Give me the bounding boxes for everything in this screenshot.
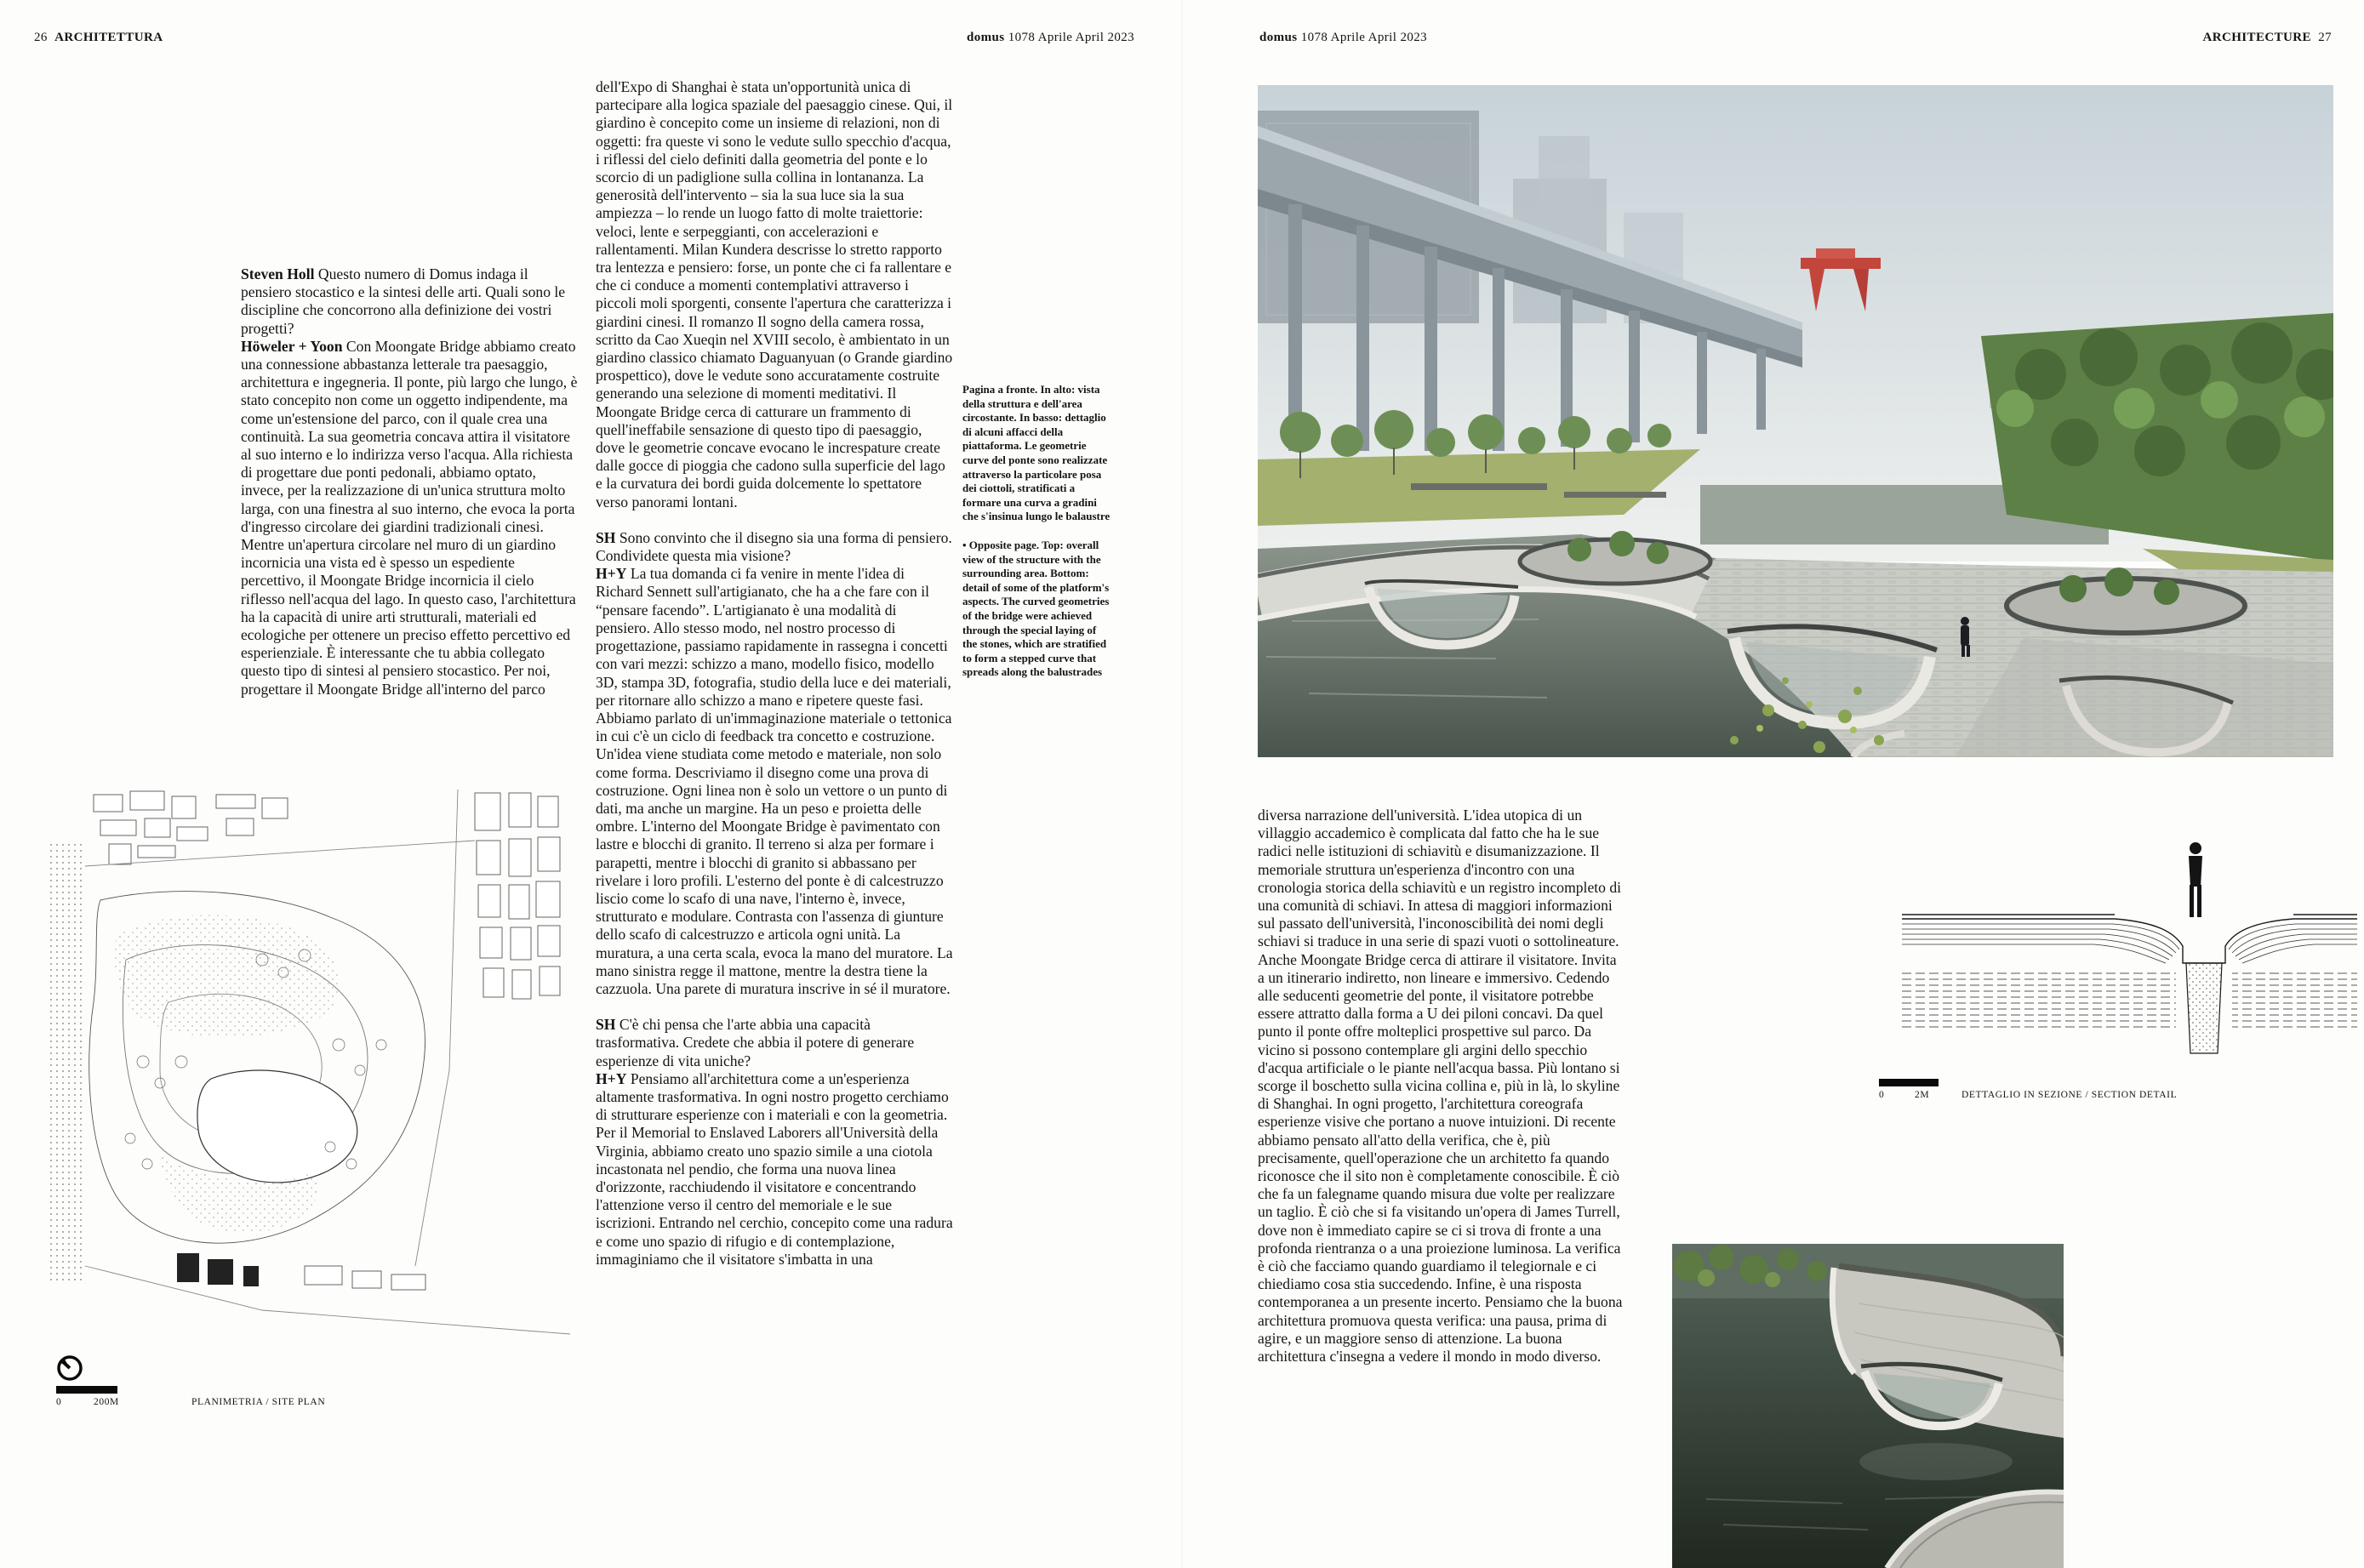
caption-italian: Pagina a fronte. In alto: vista della struttura e dell'area circostante. In basso: dettaglio di alcuni affacci della piattaforma. Le geometrie curve del ponte sono realizzate attraverso la particolare posa dei ciottoli, stratificati a formare una curva a gradini che s'insinua lungo le balaustre — [962, 383, 1111, 523]
page-number-left: 26 — [34, 31, 48, 44]
speaker-name: H+Y — [596, 565, 627, 583]
page-number-right: 27 — [2318, 31, 2332, 44]
site-plan-drawing — [49, 790, 570, 1353]
interview-column-2 — [596, 78, 953, 1269]
section-detail-drawing — [1902, 834, 2357, 1059]
section-scale-bar — [1879, 1079, 1939, 1086]
brand-logo-left: domus — [967, 31, 1005, 44]
interview-column-1 — [241, 265, 581, 698]
section-title-right: ARCHITECTURE — [2202, 31, 2311, 44]
interview-answer: H+Y La tua domanda ci fa venire in mente l'idea di Richard Sennett sull'artigianato, che ha a che fare con il “pensare facendo”. L'artigianato è una modalità di pensiero. Allo stesso modo, nel nostro processo di progettazione, passiamo rapidamente in rassegna i concetti con vari mezzi: schizzo a mano, modello fisico, modello 3D, stampa 3D, fotografia, studio della luce e dei materiali, per ritornare allo schizzo a mano e ripetere queste fasi. Abbiamo parlato di un'immaginazione materiale o tettonica in cui c'è un ciclo di feedback tra concetto e costruzione. Un'idea viene studiata come metodo e materiale, non solo come forma. Descriviamo il disegno come una prova di costruzione. Ogni linea non è solo un vettore o un punto di dati, ma anche un margine. Ha un peso e proietta delle ombre. L'interno del Moongate Bridge è pavimentato con lastre e blocchi di granito. Il terreno si alza per formare i parapetti, mentre i blocchi di granito si abbassano per rivelare i loro profili. L'esterno del ponte è di calcestruzzo liscio come lo scafo di una nave, l'interno è, invece, strutturato e modulare. Contrasta con l'assenza di giunture dello scafo di calcestruzzo e articola ogni unità. La muratura, a una certa scala, evoca la mano del muratore. La mano sinistra regge il mattone, mentre la destra tiene la cazzuola. Una parete di muratura inscrive in sé il muratore. — [596, 565, 953, 997]
interview-continuation: dell'Expo di Shanghai è stata un'opportunità unica di partecipare alla logica spaziale del paesaggio cinese. Qui, il giardino è concepito come un insieme di relazioni, non di oggetti: fra queste vi sono le vedute sullo specchio d'acqua, i riflessi del cielo definiti dalla geometria del ponte e lo scorcio di un padiglione sulla collina in lontananza. La generosità dell'intervento – sia la sua luce sia la sua ampiezza – lo rende un luogo fatto di molte traiettorie: veloci, lente e serpeggianti, con accelerazioni e rallentamenti. Milan Kundera descrisse lo stretto rapporto tra lentezza e pensiero: forse, un ponte che ci fa rallentare e che ci conduce a momenti contemplativi attraverso i piccoli moli sporgenti, consente l'apertura che caratterizza i giardini cinesi. Il romanzo Il sogno della camera rossa, scritto da Cao Xueqin nel XVIII secolo, è ambientato in un giardino classico chiamato Daguanyuan (o Grande giardino prospettico), dove le vedute sono accuratamente costruite generando una selezione di momenti meditativi. Il Moongate Bridge cerca di catturare un frammento di quell'ineffabile sensazione di questo tipo di paesaggio, dove le geometrie concave evocano le increspature create dalle gocce di pioggia che cadono sulla superficie del lago e la curvatura dei bordi guida dolcemente lo spettatore verso panorami lontani. — [596, 78, 953, 510]
site-plan-label: PLANIMETRIA / SITE PLAN — [191, 1397, 326, 1407]
brand-logo-right: domus — [1259, 31, 1298, 44]
running-head-right — [2203, 31, 2332, 45]
speaker-name: Steven Holl — [241, 265, 315, 282]
detail-photo-platform — [1672, 1244, 2064, 1568]
section-scale-zero: 0 — [1879, 1090, 1885, 1100]
speaker-name: SH — [596, 528, 616, 546]
issue-header-right — [1259, 31, 1427, 45]
section-detail-label: DETTAGLIO IN SEZIONE / SECTION DETAIL — [1961, 1090, 2178, 1100]
issue-header-left — [967, 31, 1134, 45]
photo-caption-column — [962, 383, 1112, 694]
page-gutter — [1181, 0, 1183, 1568]
speaker-name: SH — [596, 1016, 616, 1034]
caption-english: • Opposite page. Top: overall view of the structure with the surrounding area. Bottom: detail of some of the platform's aspects. The curved geometries of the bridge were achieved through the special laying of the stones, which are stratified to form a stepped curve that spreads along the balustrades — [962, 538, 1110, 679]
running-head-left — [34, 31, 163, 45]
site-plan-scale-end: 200M — [94, 1397, 119, 1407]
site-plan-scale-bar — [56, 1386, 117, 1394]
speaker-name: H+Y — [596, 1069, 627, 1087]
section-scale-end: 2M — [1915, 1090, 1930, 1100]
speaker-name: Höweler + Yoon — [241, 337, 343, 355]
interview-answer: H+Y Pensiamo all'architettura come a un'esperienza altamente trasformativa. In ogni nostro progetto cerchiamo di strutturare esperienze con i materiali e con la geometria. Per il Memorial to Enslaved Laborers all'Università della Virginia, abbiamo creato uno spazio simile a una ciotola incastonata nel pendio, che forma una nuova linea d'orizzonte, racchiudendo il visitatore e concentrando l'attenzione verso il centro del memoriale e le sue iscrizioni. Entrando nel cerchio, concepito come una radura e come uno spazio di rifugio e di contemplazione, immaginiamo che il visitatore s'imbatta in una — [596, 1069, 953, 1268]
issue-info-right: 1078 Aprile April 2023 — [1300, 31, 1428, 44]
site-plan-scale-zero: 0 — [56, 1397, 62, 1407]
interview-continuation: diversa narrazione dell'università. L'idea utopica di un villaggio accademico è complicata dal fatto che ha le sue radici nelle istituzioni di schiavitù e disumanizzazione. Il memoriale struttura un'esperienza d'incontro con una cronologia storica della schiavitù e un registro incompleto di una comunità di schiavi. In attesa di maggiori informazioni sul passato dell'università, l'inconoscibilità dei nomi degli schiavi si traduce in una serie di spazi vuoti o sottolineature. Anche Moongate Bridge cerca di attirare il visitatore. Invita a un itinerario indiretto, non lineare e immersivo. Cedendo alle seducenti geometrie del ponte, il visitatore potrebbe essere attratto dalla forma a U dei piloni concavi. Da quel punto il ponte offre molteplici prospettive sul parco. Da vicino si possono contemplare gli argini dello specchio d'acqua artificiale o le piante nell'acqua bassa. Più lontano si scorge il boschetto sulla vicina collina e, più in là, lo skyline di Shanghai. In ogni progetto, l'architettura coreografa esperienze visive che portano a nuove intuizioni. Di recente abbiamo pensato all'atto della verifica, che è, più precisamente, quell'operazione che un architetto fa quando riconosce che il sito non è completamente conoscibile. È ciò che fa un falegname quando misura due volte per realizzare un taglio. È ciò che si fa visitando un'opera di James Turrell, dove non è immediato capire se ci si trova di fronte a una profonda rientranza o a una proiezione luminosa. La verifica è ciò che facciamo quando guardiamo il telegiornale e ci chiediamo cosa stia succedendo. Infine, è una risposta contemporanea a un presente incerto. Pensiamo che la buona architettura promuova questa verifica: una pausa, prima di agire, e un maggiore senso di attenzione. La buona architettura c'insegna a vedere il mondo in modo diverso. — [1258, 807, 1623, 1366]
interview-question: SH C'è chi pensa che l'arte abbia una capacità trasformativa. Credete che abbia il potere di generare esperienze di vita uniche? — [596, 1016, 915, 1069]
interview-answer: Höweler + Yoon Con Moongate Bridge abbiamo creato una connessione abbastanza letterale tra paesaggio, architettura e ingegneria. Il ponte, più largo che lungo, è stato concepito non come un oggetto indipendente, ma come un'estensione del parco, con il quale crea una continuità. La sua geometria concava attira il visitatore al suo interno e lo indirizza verso l'acqua. Alla richiesta di progettare due ponti pedonali, abbiamo optato, invece, per la realizzazione di un'unica struttura molto larga, con una finestra al suo interno, che evoca la porta d'ingresso circolare dei giardini tradizionali cinesi. Mentre un'apertura circolare nel muro di un giardino incornicia una vista ed è spesso un espediente percettivo, il Moongate Bridge incornicia il cielo riflesso nell'acqua del lago. In questo caso, l'architettura ha la capacità di unire arti strutturali, materiali ed ecologiche per ottenere un preciso effetto percettivo ed esperienziale. È interessante che tu abbia collegato questo tipo di sintesi al pensiero stocastico. Per noi, progettare il Moongate Bridge all'interno del parco — [241, 337, 578, 698]
interview-column-3 — [1258, 807, 1625, 1366]
main-photo-bridge-overview — [1258, 85, 2333, 757]
interview-question: SH Sono convinto che il disegno sia una forma di pensiero. Condividete questa mia visione? — [596, 528, 952, 565]
section-title-left: ARCHITETTURA — [54, 31, 163, 44]
issue-info-left: 1078 Aprile April 2023 — [1008, 31, 1135, 44]
scale-figure — [2189, 842, 2202, 917]
north-compass-icon — [56, 1354, 83, 1382]
interview-question: Steven Holl Questo numero di Domus indaga il pensiero stocastico e la sintesi delle arti. Quali sono le discipline che concorrono alla definizione dei vostri progetti? — [241, 265, 566, 337]
